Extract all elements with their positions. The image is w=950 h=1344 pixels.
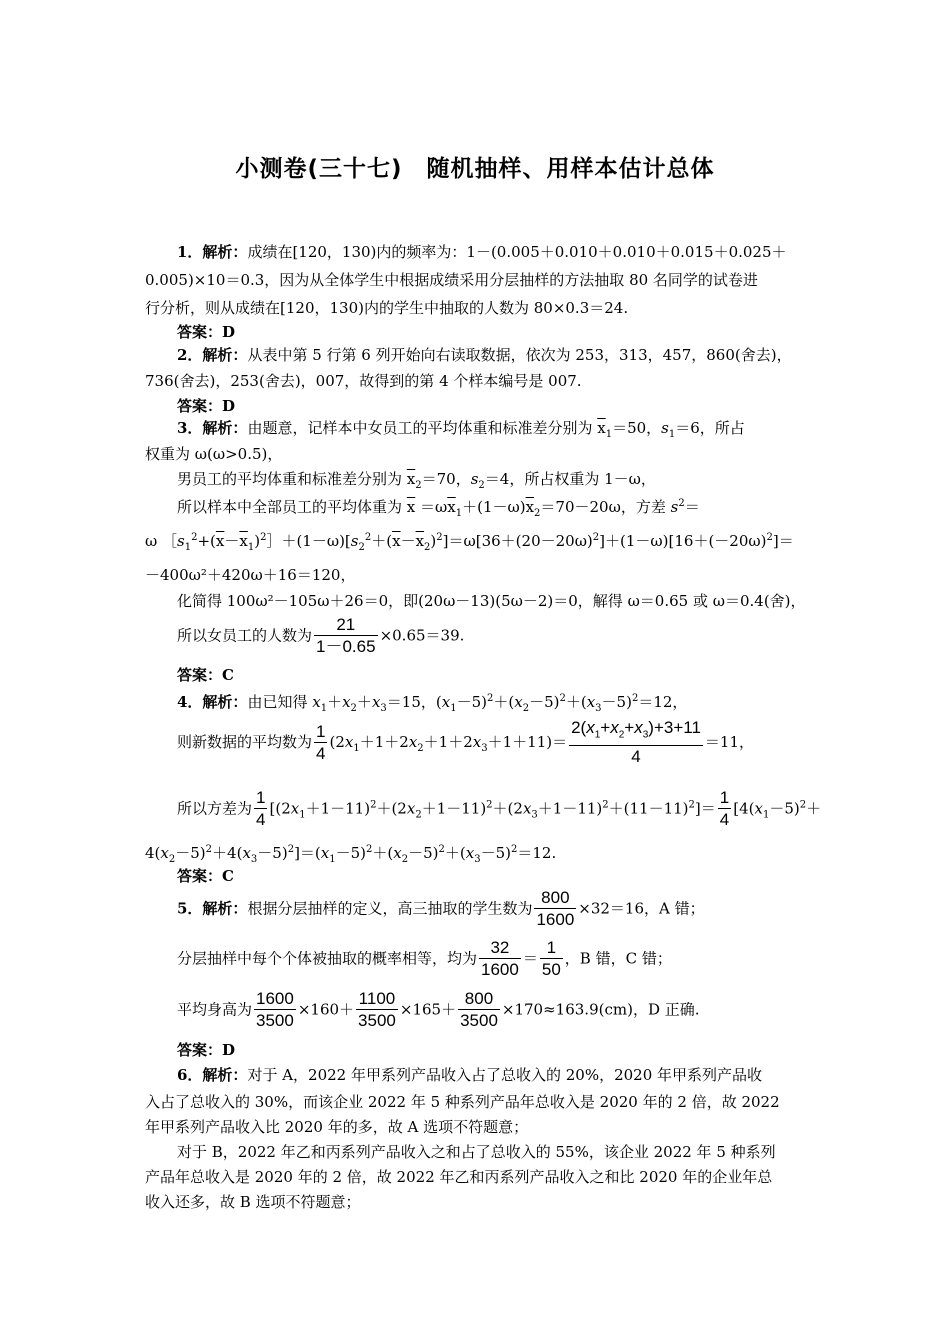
q3-answer: 答案：C — [177, 666, 234, 684]
q3-line-5: ω $[s_1^2+(\overline{x}-\overline{x}_1)^2]+(1-\omega)[s_2^2+(\overline{x}-\overline{x}_2)^2]=\omega[36+(20-20\omega)^2]+(1-\omega)[16+(-20\omega)^2]=$ — [145, 532, 794, 553]
q3-line-2: 权重为 ω(ω>0.5)， — [145, 445, 283, 463]
q1-line-3: 行分析，则从成绩在[120，130)内的学生中抽取的人数为 80×0.3＝24. — [145, 299, 629, 317]
q4-line-1: 4．解析：由已知得 $x_1+x_2+x_3=15$，$(x_1-5)^2+(x_2-5)^2+(x_3-5)^2=12$， — [177, 693, 688, 714]
q4-answer: 答案：C — [177, 867, 234, 885]
q3-line-8: 所以女员工的人数为 $\frac{21}{1-0.65}$ ×0.65＝39. — [177, 615, 465, 656]
q5-line-3: 平均身高为 $\frac{1600}{3500}$ ×160＋ $\frac{1100}{3500}$ ×165＋ $\frac{800}{3500}$ ×170≈163.9(cm)，D 正确. — [177, 989, 700, 1030]
q4-line-4: $4(x_2-5)^2+4(x_3-5)^2]=(x_1-5)^2+(x_2-5)^2+(x_3-5)^2=12$. — [145, 844, 557, 865]
q5-line-2: 分层抽样中每个个体被抽取的概率相等，均为 $\frac{32}{1600}$ ＝ $\frac{1}{50}$ ，B 错，C 错； — [177, 938, 672, 979]
q3-line-3: 男员工的平均体重和标准差分别为 $\overline{x}_2=70$，$s_2=4$，所占权重为 1－ω， — [177, 470, 656, 491]
q2-answer: 答案：D — [177, 397, 236, 415]
q5-line-1: 5．解析：根据分层抽样的定义，高三抽取的学生数为 $\frac{800}{1600}$ ×32＝16，A 错； — [177, 888, 705, 929]
q3-line-1: 3．解析：由题意，记样本中女员工的平均体重和标准差分别为 $\overline{x}_1=50$，$s_1=6$，所占 — [177, 419, 745, 440]
q6-line-4: 对于 B，2022 年乙和丙系列产品收入之和占了总收入的 55%，该企业 2022 年 5 种系列 — [177, 1143, 776, 1161]
q6-line-6: 收入还多，故 B 选项不符题意； — [145, 1193, 361, 1211]
q2-line-1: 2．解析：从表中第 5 行第 6 列开始向右读取数据，依次为 253，313，457，860(舍去)， — [177, 346, 792, 364]
q6-line-5: 产品年总收入是 2020 年的 2 倍，故 2022 年乙和丙系列产品收入之和比 2020 年的企业年总 — [145, 1168, 773, 1186]
q5-answer: 答案：D — [177, 1041, 236, 1059]
q3-line-4: 所以样本中全部员工的平均体重为 $\overline{x} =\omega\overline{x}_1+(1-\omega)\overline{x}_2=70-20\omega$，方差 $s^2=$ — [177, 498, 700, 519]
q3-line-6: －400ω²＋420ω＋16＝120， — [145, 566, 356, 584]
q4-line-2: 则新数据的平均数为 $\frac{1}{4}$ $(2x_1+1+2x_2+1+2x_3+1+11)=$ $\frac{2(x_1+x_2+x_3)+3+11}{4}$ ＝11， — [177, 718, 754, 767]
q1-line-1: 1．解析：成绩在[120，130)内的频率为：1－(0.005＋0.010＋0.010＋0.015＋0.025＋ — [177, 243, 787, 261]
q3-line-7: 化简得 100ω²－105ω＋26＝0，即(20ω－13)(5ω－2)＝0，解得 ω＝0.65 或 ω＝0.4(舍)， — [177, 592, 806, 610]
q2-line-2: 736(舍去)，253(舍去)，007，故得到的第 4 个样本编号是 007. — [145, 372, 582, 390]
page-title: 小测卷(三十七) 随机抽样、用样本估计总体 — [235, 156, 715, 182]
q4-line-3: 所以方差为 $\frac{1}{4}$ $[(2x_1+1-11)^2+(2x_2+1-11)^2+(2x_3+1-11)^2+(11-11)^2]=$ $\frac{1}{4}$ [$4(x_1-5)^2+$ — [177, 788, 822, 829]
q1-line-2: 0.005)×10＝0.3，因为从全体学生中根据成绩采用分层抽样的方法抽取 80 名同学的试卷进 — [145, 271, 758, 289]
q6-line-2: 入占了总收入的 30%，而该企业 2022 年 5 种系列产品年总收入是 2020 年的 2 倍，故 2022 — [145, 1093, 780, 1111]
q6-line-1: 6．解析：对于 A，2022 年甲系列产品收入占了总收入的 20%，2020 年甲系列产品收 — [177, 1066, 763, 1084]
q1-answer: 答案：D — [177, 323, 236, 341]
q6-line-3: 年甲系列产品收入比 2020 年的多，故 A 选项不符题意； — [145, 1118, 529, 1136]
